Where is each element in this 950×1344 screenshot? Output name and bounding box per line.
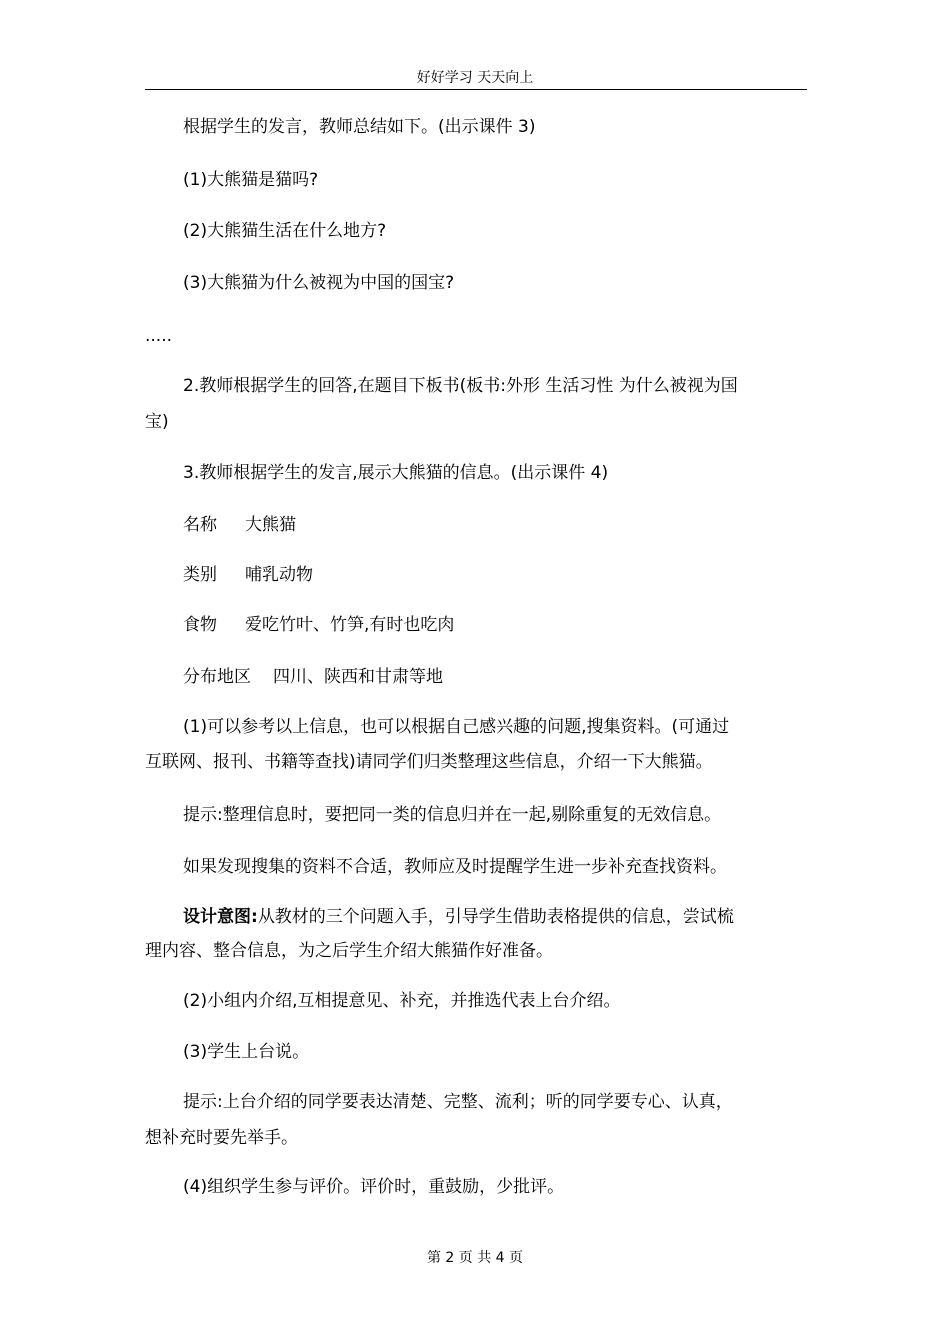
step-2-line-1: 2.教师根据学生的回答,在题目下板书(板书:外形 生活习性 为什么被视为国 xyxy=(183,376,738,396)
design-intent-line-2: 理内容、整合信息，为之后学生介绍大熊猫作好准备。 xyxy=(145,941,553,961)
info-row-name xyxy=(183,507,807,543)
info-label: 名称 xyxy=(183,515,217,535)
step-3: 3.教师根据学生的发言,展示大熊猫的信息。(出示课件 4) xyxy=(183,463,609,483)
info-label: 食物 xyxy=(183,615,217,635)
tip-presenting-line-1: 提示:上台介绍的同学要表达清楚、完整、流利；听的同学要专心、认真， xyxy=(183,1092,733,1112)
info-value: 大熊猫 xyxy=(245,515,296,535)
question-3: (3)大熊猫为什么被视为中国的国宝? xyxy=(183,273,455,293)
tip-organize: 提示:整理信息时，要把同一类的信息归并在一起,剔除重复的无效信息。 xyxy=(183,805,722,825)
task-3: (3)学生上台说。 xyxy=(183,1042,310,1062)
info-row-distribution xyxy=(183,659,807,695)
task-4: (4)组织学生参与评价。评价时，重鼓励，少批评。 xyxy=(183,1177,565,1197)
header-rule xyxy=(145,89,807,90)
step-2-line-2: 宝) xyxy=(145,412,169,432)
design-intent-text: 从教材的三个问题入手，引导学生借助表格提供的信息，尝试梳 xyxy=(257,907,734,927)
question-1: (1)大熊猫是猫吗? xyxy=(183,170,319,190)
info-label: 类别 xyxy=(183,565,217,585)
page-footer: 第 2 页 共 4 页 xyxy=(426,1250,524,1266)
teacher-reminder: 如果发现搜集的资料不合适，教师应及时提醒学生进一步补充查找资料。 xyxy=(183,857,727,877)
info-value: 四川、陕西和甘肃等地 xyxy=(273,667,443,687)
paragraph-summary: 根据学生的发言，教师总结如下。(出示课件 3) xyxy=(183,117,536,137)
task-2: (2)小组内介绍,互相提意见、补充，并推选代表上台介绍。 xyxy=(183,991,621,1011)
page-header: 好好学习 天天向上 xyxy=(416,70,534,86)
info-label: 分布地区 xyxy=(183,667,251,687)
info-value: 爱吃竹叶、竹笋,有时也吃肉 xyxy=(245,615,455,635)
ellipsis-line: ..... xyxy=(145,326,173,346)
tip-presenting-line-2: 想补充时要先举手。 xyxy=(145,1128,298,1148)
info-value: 哺乳动物 xyxy=(245,565,313,585)
design-intent-line-1 xyxy=(183,899,807,935)
design-intent-label: 设计意图: xyxy=(183,907,258,927)
info-row-food xyxy=(183,607,807,643)
question-2: (2)大熊猫生活在什么地方? xyxy=(183,221,387,241)
task-1-line-2: 互联网、报刊、书籍等查找)请同学们归类整理这些信息，介绍一下大熊猫。 xyxy=(145,752,713,772)
task-1-line-1: (1)可以参考以上信息，也可以根据自己感兴趣的问题,搜集资料。(可通过 xyxy=(183,717,730,737)
info-row-category xyxy=(183,557,807,593)
